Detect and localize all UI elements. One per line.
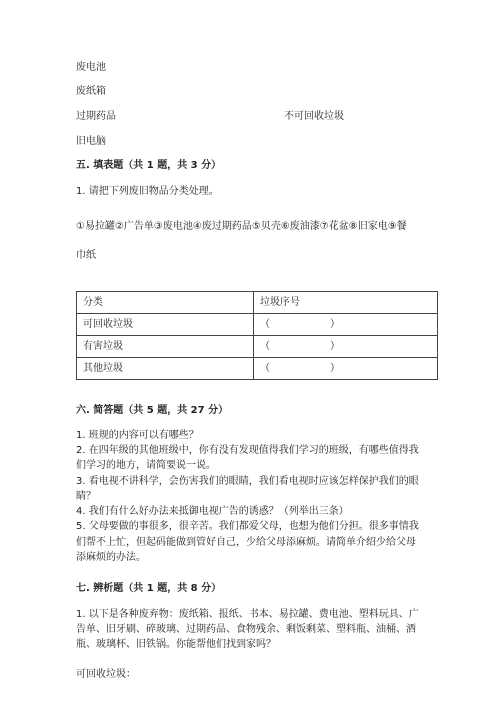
section-5-title: 五. 填表题（共 1 题，共 3 分） [76,160,222,171]
item-waste-battery: 废电池 [76,62,106,73]
section-6-question-5-line-3: 添麻烦的办法。 [76,552,146,563]
section-5-item-list-line-2: 巾纸 [76,250,96,261]
section-6-question-4: 4. 我们有什么好办法来抵御电视广告的诱惑？（列举出三条） [76,506,349,517]
section-6-question-5-line-1: 5. 父母要做的事很多，很辛苦。我们都爱父母，也想为他们分担。很多事情我 [76,521,419,532]
classification-table [76,291,438,380]
table-header-category: 分类 [77,292,254,314]
table-row-label: 有害垃圾 [77,336,254,358]
section-6-question-2-line-2: 们学习的地方，请简要说一说。 [76,460,216,471]
table-row [77,314,438,336]
section-7-question-1-line-1: 1. 以下是各种废弃物：废纸箱、报纸、书本、易拉罐、费电池、塑料玩具、广 [76,609,419,620]
item-expired-medicine: 过期药品 [76,111,116,122]
table-row-label: 其他垃圾 [77,358,254,380]
answer-blank[interactable]: （ ） [254,358,438,380]
section-6-question-1: 1. 班规的内容可以有哪些？ [76,430,199,441]
section-6-question-2-line-1: 2. 在四年级的其他班级中，你有没有发现值得我们学习的班级，有哪些值得我 [76,445,419,456]
section-5-question-1: 1. 请把下列废旧物品分类处理。 [76,186,219,197]
table-row [77,336,438,358]
answer-blank[interactable]: （ ） [254,336,438,358]
answer-blank[interactable]: （ ） [254,314,438,336]
section-5-item-list-line-1: ①易拉罐②广告单③废电池④废过期药品⑤贝壳⑥废油漆⑦花盆⑧旧家电⑨餐 [76,221,407,232]
table-row [77,358,438,380]
table-header-numbers: 垃圾序号 [254,292,438,314]
section-7-question-1-line-2: 告单、旧牙刷、碎玻璃、过期药品、食物残余、剩饭剩菜、塑料瓶、油桶、酒 [76,624,416,635]
category-non-recyclable: 不可回收垃圾 [284,111,344,122]
table-row-label: 可回收垃圾 [77,314,254,336]
section-6-question-3-line-2: 睛？ [76,491,96,502]
table-header-row [77,292,438,314]
section-6-question-5-line-2: 们帮不上忙，但起码能做到管好自己，少给父母添麻烦。请简单介绍少给父母 [76,537,416,548]
section-7-title: 七. 辨析题（共 1 题，共 8 分） [76,583,222,594]
section-6-title: 六. 简答题（共 5 题，共 27 分） [76,405,229,416]
section-7-question-1-line-3: 瓶、玻璃杯、旧铁锅。你能帮他们找到家吗？ [76,639,276,650]
section-6-question-3-line-1: 3. 看电视不讲科学，会伤害我们的眼睛，我们看电视时应该怎样保护我们的眼 [76,476,419,487]
item-waste-cardboard: 废纸箱 [76,86,106,97]
item-old-computer: 旧电脑 [76,136,106,147]
recyclable-answer-label: 可回收垃圾： [76,669,136,680]
